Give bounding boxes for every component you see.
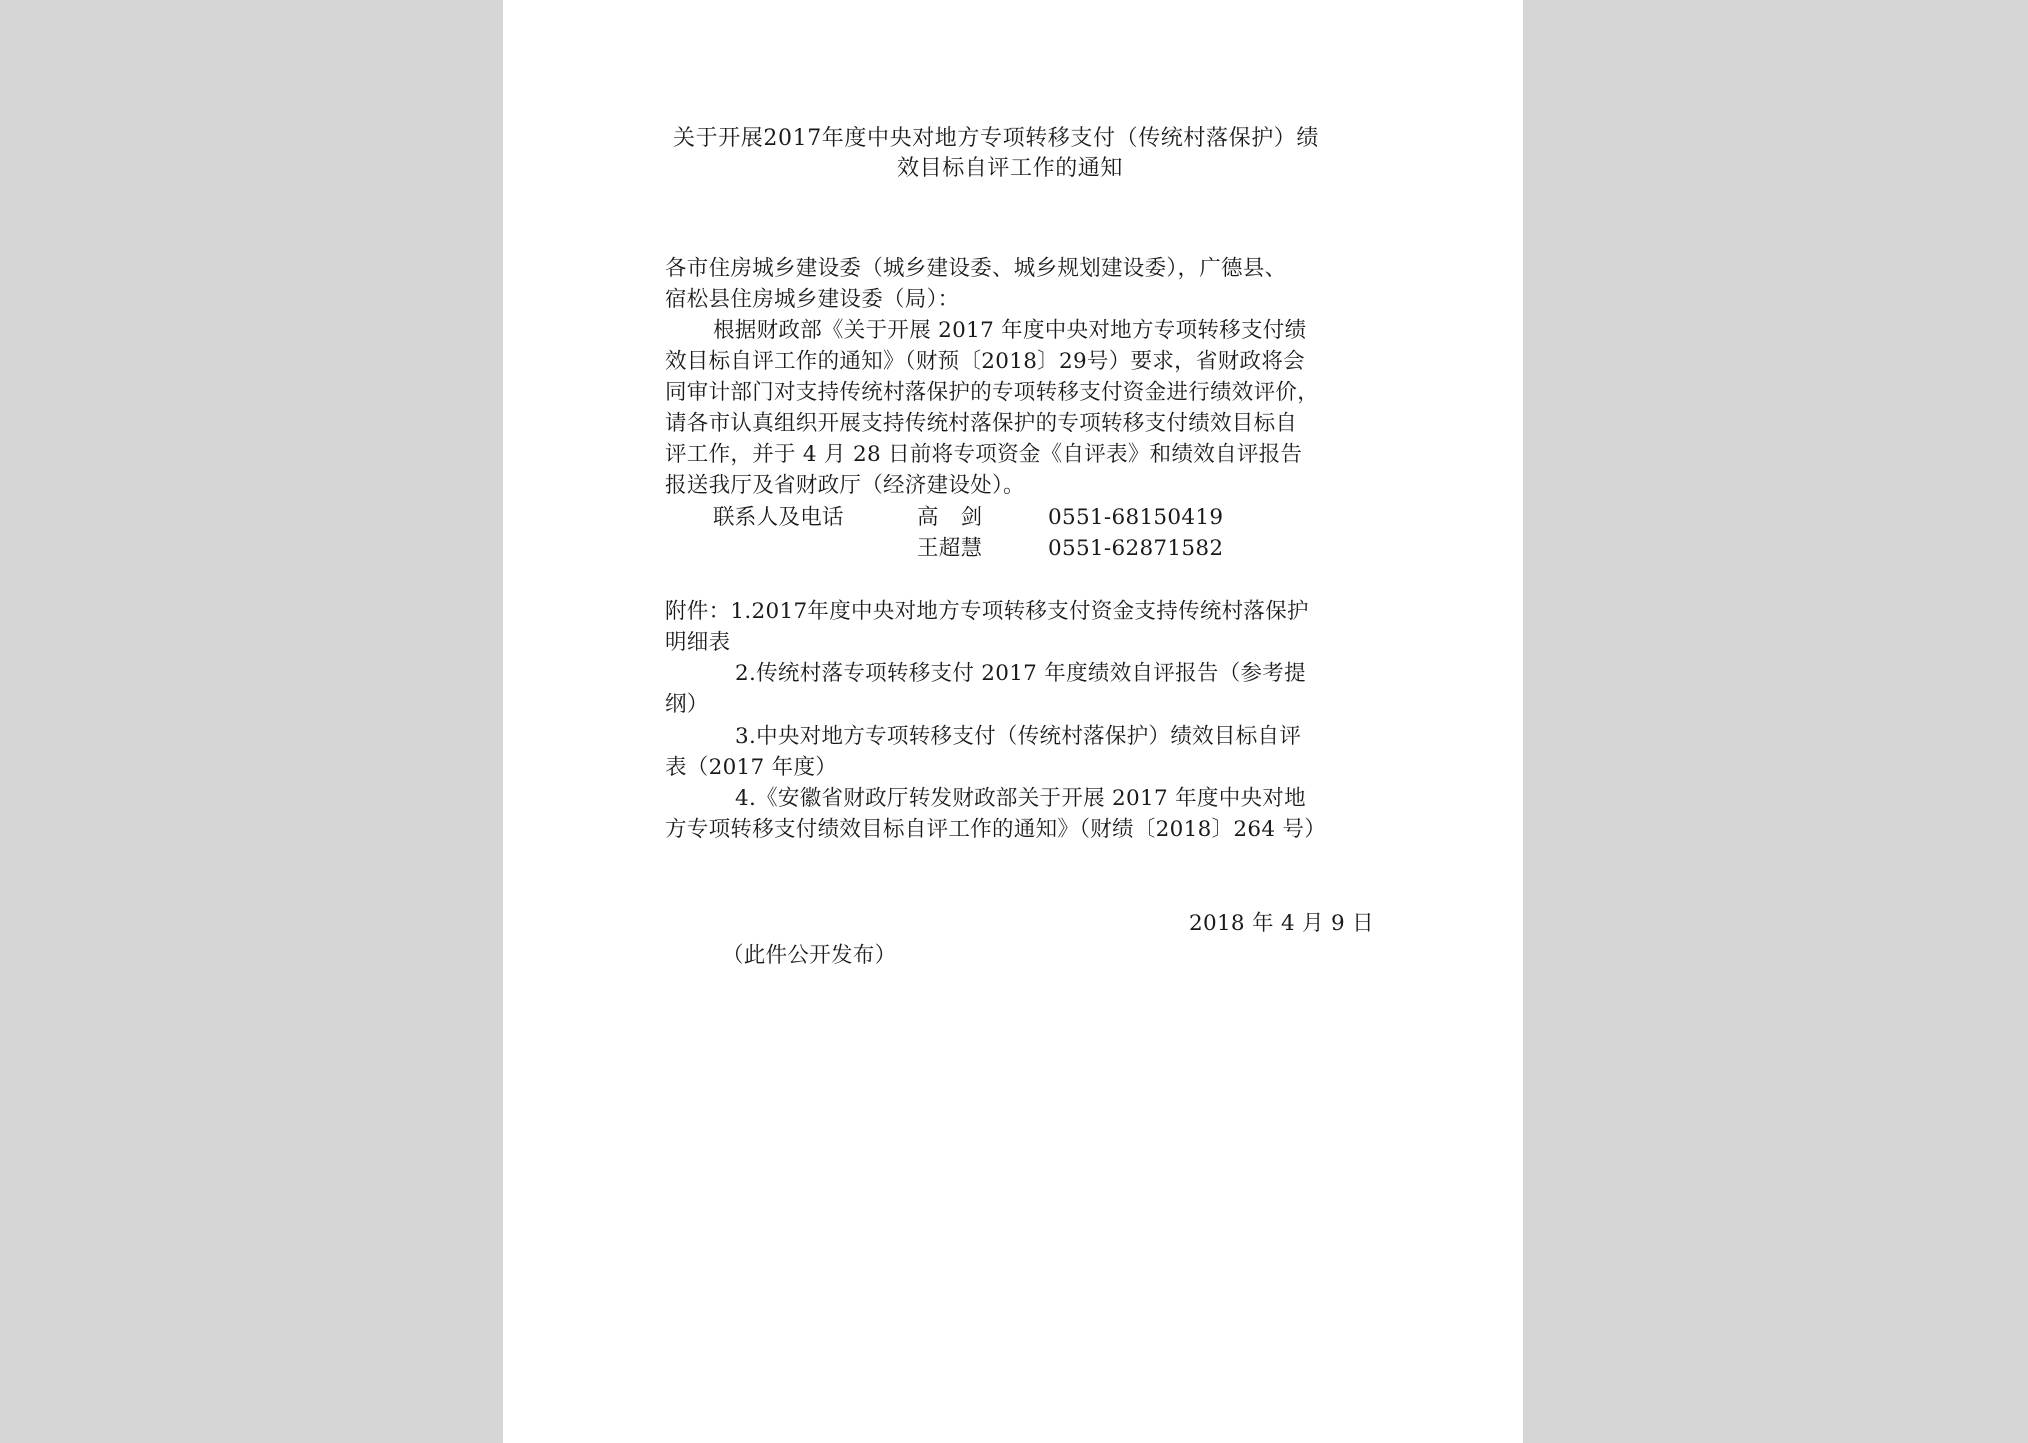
body-line-5: 评工作，并于 4 月 28 日前将专项资金《自评表》和绩效自评报告 bbox=[665, 442, 1303, 467]
contact-phone-2: 0551-62871582 bbox=[1048, 536, 1224, 561]
attachment-4-line-1: 4.《安徽省财政厅转发财政部关于开展 2017 年度中央对地 bbox=[735, 786, 1306, 811]
title-line-1: 关于开展2017年度中央对地方专项转移支付（传统村落保护）绩 bbox=[673, 126, 1319, 151]
publication-note: （此件公开发布） bbox=[722, 943, 897, 968]
addressee-line-1: 各市住房城乡建设委（城乡建设委、城乡规划建设委），广德县、 bbox=[665, 256, 1287, 281]
body-line-3: 同审计部门对支持传统村落保护的专项转移支付资金进行绩效评价， bbox=[665, 380, 1320, 405]
attachment-3-line-1: 3.中央对地方专项转移支付（传统村落保护）绩效目标自评 bbox=[735, 724, 1302, 749]
attachment-2-line-1: 2.传统村落专项转移支付 2017 年度绩效自评报告（参考提 bbox=[735, 661, 1306, 686]
attachment-1-line-2: 明细表 bbox=[665, 630, 731, 655]
document-page bbox=[503, 0, 1523, 1443]
contact-phone-1: 0551-68150419 bbox=[1048, 505, 1224, 530]
document-date: 2018 年 4 月 9 日 bbox=[1189, 911, 1374, 936]
addressee-line-2: 宿松县住房城乡建设委（局）： bbox=[665, 287, 960, 312]
attachment-2-line-2: 纲） bbox=[665, 692, 709, 717]
contact-name-2: 王超慧 bbox=[917, 536, 983, 561]
contact-label: 联系人及电话 bbox=[713, 505, 844, 530]
attachment-1-line-1: 附件：1.2017年度中央对地方专项转移支付资金支持传统村落保护 bbox=[665, 599, 1309, 624]
title-line-2: 效目标自评工作的通知 bbox=[897, 156, 1124, 181]
body-line-2: 效目标自评工作的通知》（财预〔2018〕29号）要求，省财政将会 bbox=[665, 349, 1305, 374]
contact-name-1: 高 剑 bbox=[917, 505, 983, 530]
body-line-1: 根据财政部《关于开展 2017 年度中央对地方专项转移支付绩 bbox=[713, 318, 1307, 343]
attachment-4-line-2: 方专项转移支付绩效目标自评工作的通知》（财绩〔2018〕264 号） bbox=[665, 817, 1327, 842]
body-line-4: 请各市认真组织开展支持传统村落保护的专项转移支付绩效目标自 bbox=[665, 411, 1298, 436]
body-line-6: 报送我厅及省财政厅（经济建设处）。 bbox=[665, 473, 1025, 498]
attachment-3-line-2: 表（2017 年度） bbox=[665, 755, 838, 780]
